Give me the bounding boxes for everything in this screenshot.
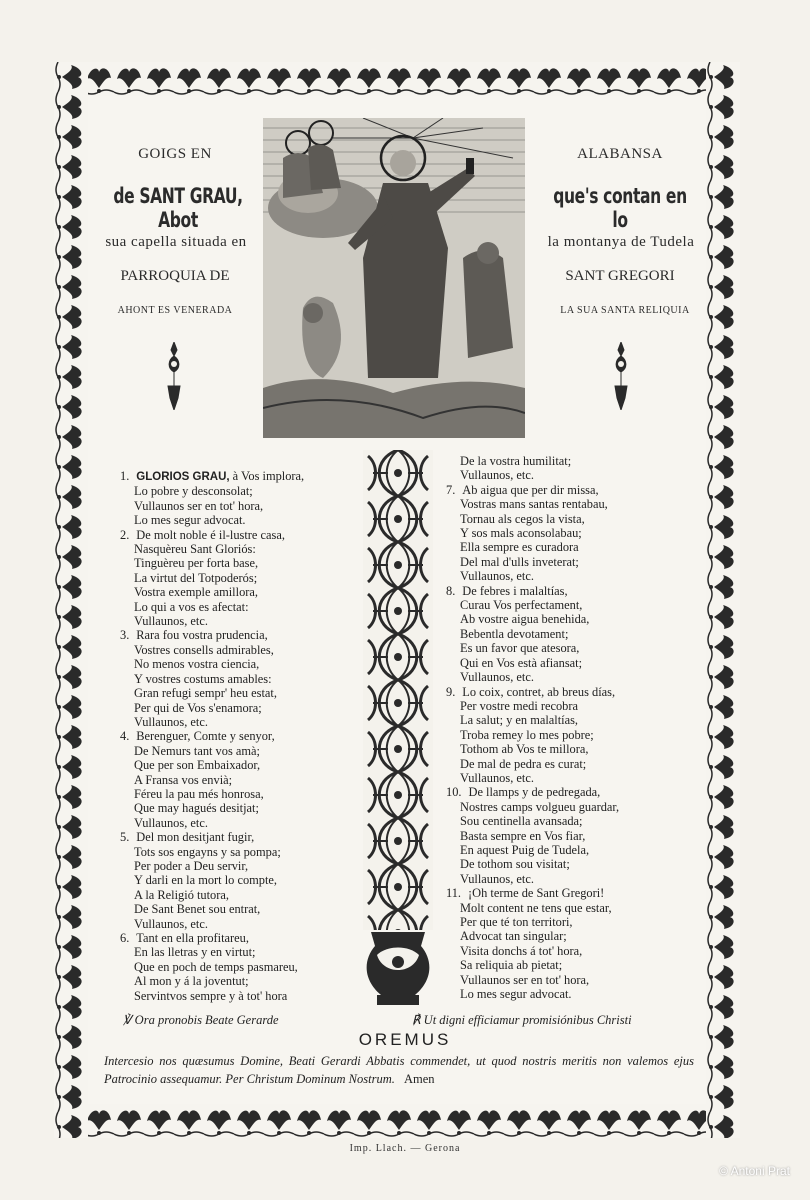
verse-text: Qui en Vos està afiansat; [460, 655, 583, 670]
verse-text: Servintvos sempre y à tot' hora [134, 988, 288, 1003]
oremus-heading: OREMUS [358, 1030, 452, 1049]
stanza-number: 4. [120, 729, 130, 744]
verse-text: No menos vostra ciencia, [134, 657, 260, 672]
verse-line [446, 915, 619, 929]
verse-line [446, 785, 619, 799]
verse-line [446, 555, 619, 569]
verse-text: Rara fou vostra prudencia, [136, 628, 268, 643]
verse-text: Vullaunos, etc. [134, 815, 208, 830]
verse-line [120, 917, 304, 931]
verse-line [446, 584, 619, 598]
border-left [54, 62, 88, 1138]
verse-text: Del mon desitjant fugir, [136, 830, 255, 845]
border-bottom [54, 1104, 740, 1138]
verse-text: Tant en ella profitareu, [136, 931, 249, 945]
verse-line [446, 612, 619, 626]
verse-text: Lo mes segur advocat. [134, 513, 246, 528]
printer-imprint: Imp. Llach. — Gerona [349, 1143, 461, 1154]
verse-text: De Nemurs tant vos amà; [134, 743, 260, 758]
verse-line [446, 973, 619, 987]
amen: Amen [404, 1072, 435, 1086]
verse-line [446, 901, 619, 915]
verse-text: Lo pobre y desconsolat; [134, 484, 253, 499]
verse-text: Vullaunos, etc. [134, 614, 208, 629]
border-top [54, 62, 740, 96]
verse-line [120, 571, 304, 585]
verse-line [120, 657, 304, 671]
verse-line [446, 771, 619, 785]
verse-line [446, 886, 619, 900]
verse-text: La salut; y en malaltías, [460, 713, 579, 728]
verse-text: Lo coix, contret, ab breus días, [462, 684, 616, 699]
verse-text: Vullaunos, etc. [460, 670, 534, 685]
verse-line [446, 929, 619, 943]
verse-line [120, 585, 304, 599]
verse-line [446, 857, 619, 871]
verse-text: Que en poch de temps pasmareu, [134, 959, 298, 974]
verse-text: ¡Oh terme de Sant Gregori! [468, 886, 605, 901]
verse-text: Troba remey lo mes pobre; [460, 727, 594, 742]
stanza-number: 5. [120, 830, 130, 845]
verse-text: Tornau als cegos la vista, [460, 511, 585, 526]
verse-line [446, 713, 619, 727]
verse-line [120, 528, 304, 542]
stanza-number: 11. [446, 886, 462, 901]
stanza-number: 7. [446, 482, 456, 497]
verse-line [120, 686, 304, 700]
header-left-line2: de SANT GRAU, Abot [113, 184, 243, 232]
verse-text: Berenguer, Comte y senyor, [136, 729, 275, 744]
verse-line [446, 468, 619, 482]
verse-line [120, 729, 304, 743]
header-right-line5: LA SUA SANTA RELIQUIA [560, 305, 690, 316]
stanza-number: 8. [446, 583, 456, 598]
verse-line [446, 483, 619, 497]
verse-text: Ab vostre aigua benehida, [460, 612, 590, 627]
verse-text: De molt noble é il-lustre casa, [136, 527, 285, 542]
verse-text: Del mal d'ulls inveterat; [460, 554, 579, 569]
verse-line [446, 598, 619, 612]
verse-line [446, 987, 619, 1001]
central-floral-ornament-icon [363, 450, 433, 1006]
verses-left-column [120, 469, 304, 1003]
verse-text: Lo qui a vos es afectat: [134, 599, 249, 614]
verse-line [446, 526, 619, 540]
header-left-line3: sua capella situada en [105, 234, 247, 250]
prayer-text [104, 1052, 694, 1088]
versicle: ℣ Ora pronobis Beate Gerarde [123, 1013, 279, 1027]
verse-line [446, 540, 619, 554]
verse-text: Per poder a Deu servir, [134, 858, 249, 873]
verse-line [446, 872, 619, 886]
verse-text: Nostres camps volgueu guardar, [460, 799, 620, 814]
verse-text: De Sant Benet sou entrat, [134, 902, 261, 917]
header-left-line1: GOIGS EN [138, 146, 212, 162]
header-left-line4: PARROQUIA DE [120, 268, 230, 284]
verse-line [120, 801, 304, 815]
verse-text: Sou centinella avansada; [460, 814, 583, 829]
verse-text: Gran refugi sempr' heu estat, [134, 686, 277, 701]
verse-line [446, 569, 619, 583]
verse-text: Que may hagués desitjat; [134, 801, 259, 816]
verse-text: Advocat tan singular; [460, 929, 567, 944]
verse-text: Basta sempre en Vos fiar, [460, 828, 586, 843]
verse-line [120, 499, 304, 513]
verse-line [446, 843, 619, 857]
verse-text: à Vos implora, [229, 469, 305, 483]
verse-line [120, 672, 304, 686]
verse-text: De febres i malaltías, [462, 583, 568, 598]
verse-text: Vostres consells admirables, [134, 642, 274, 657]
verse-text: Vullaunos, etc. [460, 770, 534, 785]
verse-text: Per vostre medi recobra [460, 698, 579, 713]
verse-line [120, 960, 304, 974]
verse-line [446, 627, 619, 641]
verse-line [446, 742, 619, 756]
header-right-line3: la montanya de Tudela [547, 234, 695, 250]
verse-text: Molt content ne tens que estar, [460, 900, 612, 915]
header-right-line4: SANT GREGORI [565, 268, 675, 284]
verses-right-column [446, 454, 619, 1001]
verse-text: Vullaunos ser en tot' hora, [134, 498, 264, 513]
verse-line [120, 989, 304, 1003]
verse-line [120, 931, 304, 945]
verse-text: Visita donchs á tot' hora, [460, 943, 583, 958]
verse-text: Bebentla devotament; [460, 626, 569, 641]
verse-line [120, 873, 304, 887]
verse-bold-text: GLORIOS GRAU, [136, 471, 230, 483]
verse-text: A Fransa vos envià; [134, 772, 233, 787]
verse-line [120, 744, 304, 758]
verse-text: Al mon y á la joventut; [134, 974, 249, 989]
response: ℟ Ut digni efficiamur promisiónibus Christi [412, 1013, 632, 1027]
verse-text: Es un favor que atesora, [460, 641, 580, 656]
verse-text: Per que té ton territori, [460, 915, 573, 929]
stanza-number: 1. [120, 469, 130, 483]
verse-line [120, 830, 304, 844]
verse-text: Lo mes segur advocat. [460, 987, 572, 1002]
verse-line [446, 944, 619, 958]
verse-text: Tots sos engayns y sa pompa; [134, 844, 281, 859]
stanza-number: 6. [120, 931, 130, 945]
verse-line [120, 484, 304, 498]
header-left-line5: AHONT ES VENERADA [117, 305, 233, 316]
verse-line [120, 902, 304, 916]
verse-text: A la Religió tutora, [134, 887, 229, 902]
verse-text: Vullaunos, etc. [134, 714, 208, 729]
verse-line [446, 497, 619, 511]
verse-line [446, 685, 619, 699]
verse-line [446, 699, 619, 713]
verse-line [120, 542, 304, 556]
right-ornament-icon [610, 342, 632, 410]
verse-line [446, 800, 619, 814]
verse-line [120, 845, 304, 859]
verse-line [446, 512, 619, 526]
verse-text: Y darli en la mort lo compte, [134, 873, 278, 888]
verse-line [120, 556, 304, 570]
stanza-number: 2. [120, 527, 130, 542]
prayer-body: Intercesio nos quæsumus Domine, Beati Gerardi Abbatis commendet, ut quod nostris meritis non valemos ejus Patrocinio assequamur. Per Christum Dominum Nostrum. [104, 1054, 694, 1086]
verse-line [120, 701, 304, 715]
verse-line [446, 670, 619, 684]
verse-line [446, 829, 619, 843]
border-right [706, 62, 740, 1138]
verse-text: Que per son Embaixador, [134, 758, 261, 773]
verse-text: Féreu la pau més honrosa, [134, 786, 264, 801]
verse-text: En aquest Puig de Tudela, [460, 842, 590, 857]
stanza-number: 3. [120, 628, 130, 643]
verse-line [120, 787, 304, 801]
verse-line [446, 454, 619, 468]
verse-line [120, 600, 304, 614]
verse-line [120, 773, 304, 787]
verse-text: La virtut del Totpoderós; [134, 570, 258, 585]
verse-line [446, 757, 619, 771]
verse-text: Vullaunos, etc. [460, 871, 534, 886]
verse-line [446, 814, 619, 828]
verse-text: Tinguèreu per forta base, [134, 556, 259, 571]
verse-line [120, 888, 304, 902]
verse-line [120, 643, 304, 657]
stanza-number: 10. [446, 785, 462, 800]
verse-line [446, 728, 619, 742]
verse-line [120, 816, 304, 830]
header-right-line1: ALABANSA [577, 146, 663, 162]
left-ornament-icon [163, 342, 185, 410]
verse-text: En las lletras y en virtut; [134, 945, 256, 960]
verse-line [120, 945, 304, 959]
header-right-line2: que's contan en lo [553, 184, 687, 232]
verse-text: Vullaunos, etc. [134, 916, 208, 931]
verse-line [120, 715, 304, 729]
verse-text: Vullaunos ser en tot' hora, [460, 972, 590, 987]
stanza-number: 9. [446, 684, 456, 699]
verse-line [120, 758, 304, 772]
verse-text: Vullaunos, etc. [460, 569, 534, 584]
verse-text: Y sos mals aconsolabau; [460, 526, 582, 541]
verse-line [120, 614, 304, 628]
verse-text: Y vostres costums amables: [134, 671, 272, 686]
verse-text: Ab aigua que per dir missa, [462, 482, 599, 497]
verse-text: De llamps y de pedregada, [468, 785, 601, 800]
verse-line [446, 641, 619, 655]
verse-text: Vostra exemple amillora, [134, 585, 258, 600]
verse-line [446, 656, 619, 670]
verse-line [120, 628, 304, 642]
verse-text: Vullaunos, etc. [460, 468, 534, 483]
verse-text: Ella sempre es curadora [460, 540, 579, 555]
verse-text: De la vostra humilitat; [460, 454, 572, 468]
verse-text: Sa reliquia ab pietat; [460, 958, 563, 973]
verse-text: Nasquèreu Sant Gloriós: [134, 542, 256, 557]
verse-line [120, 859, 304, 873]
saint-woodcut-image [263, 118, 525, 438]
verse-line [120, 513, 304, 527]
verse-text: Per qui de Vos s'enamora; [134, 700, 262, 715]
verse-text: Vostras mans santas rentabau, [460, 497, 608, 512]
verse-text: De tothom sou visitat; [460, 857, 570, 872]
verse-line [120, 974, 304, 988]
copyright-watermark: © Antoni Prat [719, 1164, 790, 1178]
verse-line [120, 469, 304, 484]
verse-text: Curau Vos perfectament, [460, 598, 583, 613]
verse-line [446, 958, 619, 972]
verse-text: De mal de pedra es curat; [460, 756, 587, 771]
verse-text: Tothom ab Vos te millora, [460, 742, 589, 757]
